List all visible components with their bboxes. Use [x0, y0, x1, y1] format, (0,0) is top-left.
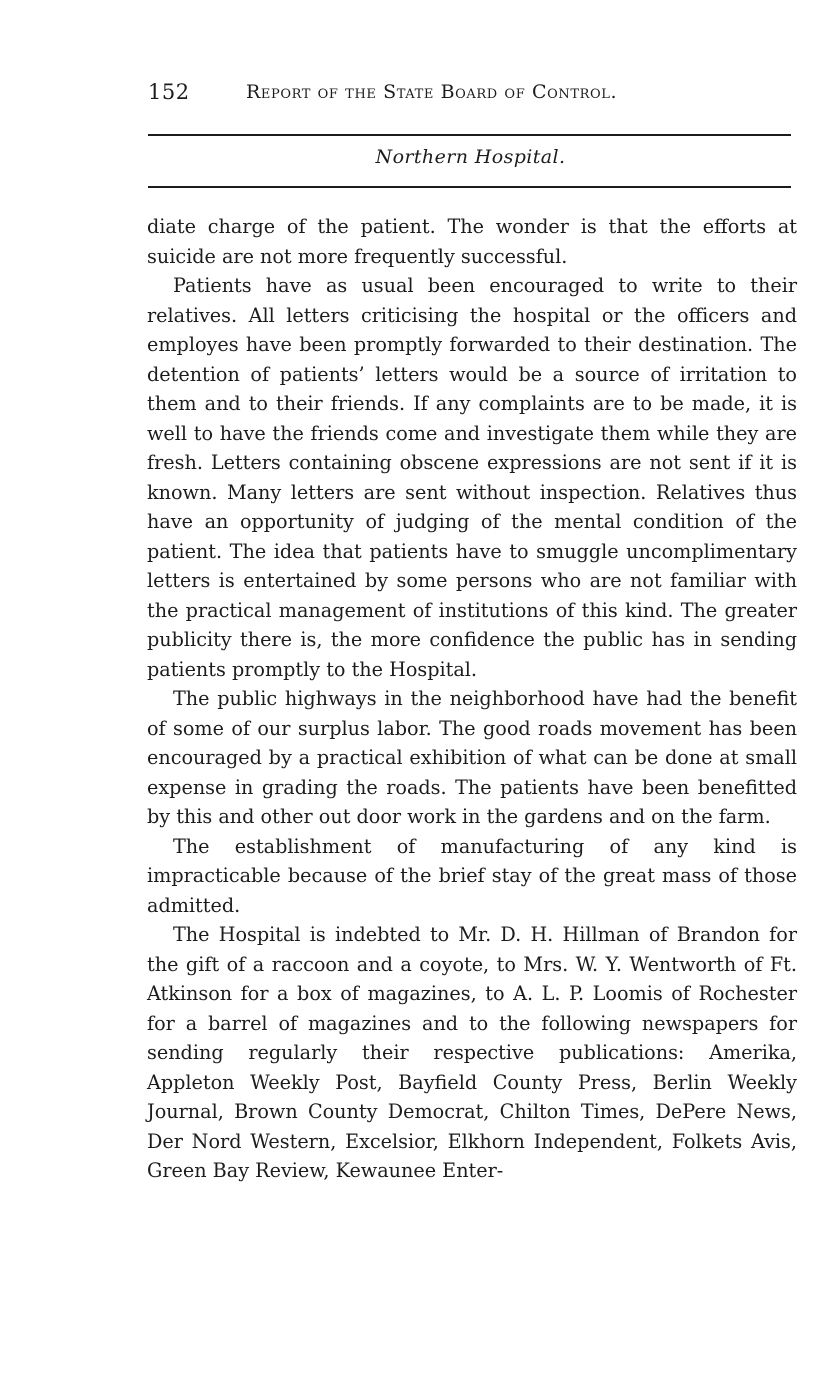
paragraph-gifts: The Hospital is indebted to Mr. D. H. Hillman of Brandon for the gift of a raccoon and a coyote, to Mrs. W. Y. Wentworth of Ft. Atkinson for a box of magazines, to A. L. P. Loomis of Rochester for a barrel of magazines and to the following newspapers for sending regularly their respective publications: Amerika, Appleton Weekly Post, Bayfield County Press, Berlin Weekly Journal, Brown County Democrat, Chilton Times, DePere News, Der Nord Western, Excelsior, Elkhorn Independent, Folkets Avis, Green Bay Review, Kewaunee Enter-: [147, 923, 797, 1182]
page-number: 152: [148, 80, 190, 104]
header-rule-top: [148, 134, 791, 136]
paragraph-continuation: diate charge of the patient. The wonder is that the efforts at suicide are not more frequently successful.: [147, 215, 797, 268]
paragraph-manufacturing: The establishment of manufacturing of any kind is impracticable because of the brief stay of the great mass of those admitted.: [147, 834, 797, 917]
paragraph-letters: Patients have as usual been encouraged to write to their relatives. All letters criticising the hospital or the officers and employes have been promptly forwarded to their destination. The detention of patients’ letters would be a source of irritation to them and to their friends. If any complaints are to be made, it is well to have the friends come and investigate them while they are fresh. Letters containing obscene expressions are not sent if it is known. Many letters are sent without inspection. Relatives thus have an opportunity of judging of the mental condition of the patient. The idea that patients have to smuggle uncomplimentary letters is entertained by some persons who are not familiar with the practical management of institutions of this kind. The greater publicity there is, the more confidence the public has in sending patients promptly to the Hospital.: [147, 274, 797, 681]
page-header: [148, 80, 793, 114]
paragraph-highways: The public highways in the neighborhood have had the benefit of some of our surplus labor. The good roads movement has been encouraged by a practical exhibition of what can be done at small expense in grading the roads. The patients have been benefitted by this and other out door work in the gardens and on the farm.: [147, 687, 797, 828]
header-rule-bottom: [148, 186, 791, 188]
page-body: [147, 212, 797, 1186]
section-title: Northern Hospital.: [375, 146, 566, 168]
running-title: Report of the State Board of Control.: [246, 81, 618, 103]
